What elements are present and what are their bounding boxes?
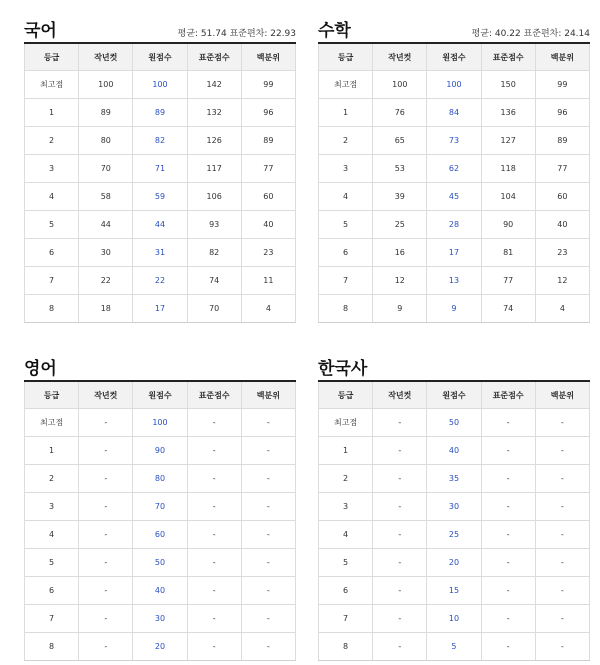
- grade-cell: 최고점: [319, 71, 373, 99]
- last-year-cut-cell: -: [79, 409, 133, 437]
- last-year-cut-cell: -: [79, 633, 133, 661]
- grade-cell: 1: [25, 437, 79, 465]
- grade-cell: 4: [25, 521, 79, 549]
- percentile-cell: -: [241, 493, 295, 521]
- raw-score-cell: 62: [427, 155, 481, 183]
- grade-cell: 8: [319, 633, 373, 661]
- grade-cell: 6: [319, 239, 373, 267]
- standard-score-cell: 142: [187, 71, 241, 99]
- standard-score-cell: 106: [187, 183, 241, 211]
- percentile-cell: 4: [535, 295, 589, 323]
- percentile-cell: -: [535, 549, 589, 577]
- last-year-cut-cell: 18: [79, 295, 133, 323]
- percentile-cell: -: [241, 605, 295, 633]
- column-header-percentile: 백분위: [241, 43, 295, 71]
- column-header-raw-score: 원점수: [133, 381, 187, 409]
- subject-stats: 평균: 51.74 표준편차: 22.93: [177, 29, 296, 39]
- last-year-cut-cell: 44: [79, 211, 133, 239]
- table-row: [319, 127, 590, 155]
- standard-score-cell: -: [481, 549, 535, 577]
- table-row: [25, 239, 296, 267]
- standard-score-cell: 150: [481, 71, 535, 99]
- percentile-cell: -: [241, 465, 295, 493]
- standard-score-cell: -: [481, 577, 535, 605]
- standard-score-cell: -: [187, 409, 241, 437]
- subject-title: 국어: [24, 21, 57, 41]
- column-header-last-year-cut: 작년컷: [373, 381, 427, 409]
- standard-score-cell: -: [187, 577, 241, 605]
- last-year-cut-cell: 58: [79, 183, 133, 211]
- panel-header: [24, 12, 296, 42]
- table-header-row: [319, 43, 590, 71]
- raw-score-cell: 30: [427, 493, 481, 521]
- grade-cut-table: [318, 42, 590, 323]
- raw-score-cell: 80: [133, 465, 187, 493]
- last-year-cut-cell: -: [79, 521, 133, 549]
- percentile-cell: -: [535, 577, 589, 605]
- panel-header: [24, 350, 296, 380]
- standard-score-cell: -: [481, 493, 535, 521]
- column-header-grade: 등급: [319, 43, 373, 71]
- table-row: [319, 493, 590, 521]
- grade-cell: 3: [25, 493, 79, 521]
- table-row: [25, 211, 296, 239]
- last-year-cut-cell: 16: [373, 239, 427, 267]
- grade-cut-table: [24, 380, 296, 661]
- last-year-cut-cell: -: [373, 493, 427, 521]
- last-year-cut-cell: 76: [373, 99, 427, 127]
- percentile-cell: 40: [241, 211, 295, 239]
- last-year-cut-cell: -: [373, 409, 427, 437]
- raw-score-cell: 17: [133, 295, 187, 323]
- raw-score-cell: 17: [427, 239, 481, 267]
- percentile-cell: 60: [241, 183, 295, 211]
- last-year-cut-cell: -: [373, 465, 427, 493]
- grade-cell: 4: [319, 183, 373, 211]
- subject-title: 수학: [318, 21, 351, 41]
- table-row: [25, 633, 296, 661]
- raw-score-cell: 22: [133, 267, 187, 295]
- table-row: [319, 239, 590, 267]
- raw-score-cell: 10: [427, 605, 481, 633]
- grade-cell: 7: [25, 605, 79, 633]
- column-header-raw-score: 원점수: [427, 43, 481, 71]
- raw-score-cell: 45: [427, 183, 481, 211]
- standard-score-cell: 136: [481, 99, 535, 127]
- raw-score-cell: 30: [133, 605, 187, 633]
- percentile-cell: 89: [535, 127, 589, 155]
- grade-cell: 6: [25, 239, 79, 267]
- table-row: [319, 99, 590, 127]
- standard-score-cell: 126: [187, 127, 241, 155]
- last-year-cut-cell: -: [79, 577, 133, 605]
- raw-score-cell: 100: [133, 71, 187, 99]
- raw-score-cell: 5: [427, 633, 481, 661]
- percentile-cell: -: [535, 437, 589, 465]
- percentile-cell: -: [241, 549, 295, 577]
- last-year-cut-cell: 80: [79, 127, 133, 155]
- table-row: [25, 71, 296, 99]
- percentile-cell: -: [535, 605, 589, 633]
- grade-cell: 7: [319, 605, 373, 633]
- raw-score-cell: 13: [427, 267, 481, 295]
- percentile-cell: 23: [535, 239, 589, 267]
- subject-stats: 평균: 40.22 표준편차: 24.14: [471, 29, 590, 39]
- grade-cell: 6: [319, 577, 373, 605]
- grade-cell: 4: [319, 521, 373, 549]
- raw-score-cell: 100: [427, 71, 481, 99]
- grade-cell: 5: [319, 549, 373, 577]
- percentile-cell: -: [535, 521, 589, 549]
- column-header-standard-score: 표준점수: [187, 381, 241, 409]
- grade-cell: 1: [319, 99, 373, 127]
- panel-header: [318, 350, 590, 380]
- last-year-cut-cell: 65: [373, 127, 427, 155]
- column-header-standard-score: 표준점수: [187, 43, 241, 71]
- column-header-raw-score: 원점수: [427, 381, 481, 409]
- standard-score-cell: -: [481, 605, 535, 633]
- score-panel: [24, 350, 296, 661]
- last-year-cut-cell: -: [79, 605, 133, 633]
- grade-cell: 5: [319, 211, 373, 239]
- last-year-cut-cell: 22: [79, 267, 133, 295]
- raw-score-cell: 31: [133, 239, 187, 267]
- table-row: [25, 127, 296, 155]
- percentile-cell: 99: [535, 71, 589, 99]
- standard-score-cell: -: [187, 633, 241, 661]
- percentile-cell: -: [241, 409, 295, 437]
- grade-cell: 2: [25, 465, 79, 493]
- column-header-last-year-cut: 작년컷: [79, 43, 133, 71]
- last-year-cut-cell: -: [373, 549, 427, 577]
- last-year-cut-cell: -: [373, 605, 427, 633]
- standard-score-cell: -: [481, 465, 535, 493]
- percentile-cell: -: [535, 465, 589, 493]
- table-row: [25, 549, 296, 577]
- last-year-cut-cell: 39: [373, 183, 427, 211]
- table-row: [319, 267, 590, 295]
- table-row: [25, 183, 296, 211]
- table-row: [319, 409, 590, 437]
- table-row: [319, 577, 590, 605]
- grade-cell: 2: [25, 127, 79, 155]
- grade-cut-table: [318, 380, 590, 661]
- raw-score-cell: 90: [133, 437, 187, 465]
- raw-score-cell: 20: [133, 633, 187, 661]
- percentile-cell: -: [241, 521, 295, 549]
- raw-score-cell: 35: [427, 465, 481, 493]
- standard-score-cell: -: [187, 549, 241, 577]
- column-header-last-year-cut: 작년컷: [79, 381, 133, 409]
- grade-cell: 최고점: [25, 71, 79, 99]
- table-row: [319, 437, 590, 465]
- percentile-cell: 96: [241, 99, 295, 127]
- standard-score-cell: 70: [187, 295, 241, 323]
- raw-score-cell: 50: [133, 549, 187, 577]
- grade-cell: 3: [319, 493, 373, 521]
- raw-score-cell: 40: [133, 577, 187, 605]
- standard-score-cell: 90: [481, 211, 535, 239]
- grade-cell: 5: [25, 549, 79, 577]
- standard-score-cell: -: [187, 465, 241, 493]
- table-row: [25, 493, 296, 521]
- table-row: [319, 295, 590, 323]
- standard-score-cell: 74: [187, 267, 241, 295]
- standard-score-cell: 104: [481, 183, 535, 211]
- column-header-last-year-cut: 작년컷: [373, 43, 427, 71]
- subject-title: 한국사: [318, 359, 368, 379]
- standard-score-cell: -: [481, 521, 535, 549]
- standard-score-cell: 127: [481, 127, 535, 155]
- percentile-cell: -: [241, 633, 295, 661]
- grade-cut-table: [24, 42, 296, 323]
- raw-score-cell: 44: [133, 211, 187, 239]
- table-row: [319, 71, 590, 99]
- raw-score-cell: 100: [133, 409, 187, 437]
- table-row: [319, 183, 590, 211]
- percentile-cell: -: [241, 437, 295, 465]
- last-year-cut-cell: -: [373, 521, 427, 549]
- grade-cell: 2: [319, 127, 373, 155]
- column-header-raw-score: 원점수: [133, 43, 187, 71]
- percentile-cell: 99: [241, 71, 295, 99]
- table-row: [25, 295, 296, 323]
- percentile-cell: 89: [241, 127, 295, 155]
- last-year-cut-cell: 89: [79, 99, 133, 127]
- last-year-cut-cell: 100: [79, 71, 133, 99]
- grade-cell: 8: [25, 295, 79, 323]
- percentile-cell: 4: [241, 295, 295, 323]
- standard-score-cell: -: [481, 633, 535, 661]
- grade-cell: 7: [25, 267, 79, 295]
- percentile-cell: 23: [241, 239, 295, 267]
- last-year-cut-cell: -: [79, 493, 133, 521]
- raw-score-cell: 71: [133, 155, 187, 183]
- table-row: [319, 465, 590, 493]
- table-row: [25, 99, 296, 127]
- raw-score-cell: 25: [427, 521, 481, 549]
- standard-score-cell: 93: [187, 211, 241, 239]
- score-panel: [24, 12, 296, 323]
- percentile-cell: -: [241, 577, 295, 605]
- percentile-cell: 77: [241, 155, 295, 183]
- raw-score-cell: 73: [427, 127, 481, 155]
- subject-title: 영어: [24, 359, 57, 379]
- standard-score-cell: 117: [187, 155, 241, 183]
- panel-header: [318, 12, 590, 42]
- table-header-row: [25, 43, 296, 71]
- table-row: [25, 437, 296, 465]
- grade-cell: 1: [319, 437, 373, 465]
- column-header-grade: 등급: [25, 43, 79, 71]
- table-row: [319, 605, 590, 633]
- percentile-cell: -: [535, 493, 589, 521]
- grade-cell: 3: [25, 155, 79, 183]
- percentile-cell: 11: [241, 267, 295, 295]
- last-year-cut-cell: 30: [79, 239, 133, 267]
- raw-score-cell: 89: [133, 99, 187, 127]
- standard-score-cell: -: [187, 493, 241, 521]
- table-row: [25, 267, 296, 295]
- table-header-row: [319, 381, 590, 409]
- raw-score-cell: 84: [427, 99, 481, 127]
- raw-score-cell: 50: [427, 409, 481, 437]
- percentile-cell: -: [535, 633, 589, 661]
- column-header-percentile: 백분위: [535, 43, 589, 71]
- percentile-cell: 77: [535, 155, 589, 183]
- percentile-cell: 60: [535, 183, 589, 211]
- table-row: [319, 211, 590, 239]
- grade-cell: 최고점: [319, 409, 373, 437]
- raw-score-cell: 20: [427, 549, 481, 577]
- last-year-cut-cell: 100: [373, 71, 427, 99]
- standard-score-cell: 82: [187, 239, 241, 267]
- raw-score-cell: 15: [427, 577, 481, 605]
- table-row: [25, 409, 296, 437]
- standard-score-cell: -: [187, 521, 241, 549]
- last-year-cut-cell: 9: [373, 295, 427, 323]
- standard-score-cell: 74: [481, 295, 535, 323]
- column-header-standard-score: 표준점수: [481, 381, 535, 409]
- raw-score-cell: 40: [427, 437, 481, 465]
- last-year-cut-cell: 12: [373, 267, 427, 295]
- last-year-cut-cell: -: [373, 633, 427, 661]
- last-year-cut-cell: -: [79, 549, 133, 577]
- last-year-cut-cell: -: [79, 465, 133, 493]
- last-year-cut-cell: 70: [79, 155, 133, 183]
- raw-score-cell: 59: [133, 183, 187, 211]
- grade-cell: 7: [319, 267, 373, 295]
- grade-cell: 3: [319, 155, 373, 183]
- table-row: [25, 577, 296, 605]
- table-row: [25, 155, 296, 183]
- raw-score-cell: 28: [427, 211, 481, 239]
- last-year-cut-cell: -: [373, 577, 427, 605]
- percentile-cell: 96: [535, 99, 589, 127]
- grade-cell: 2: [319, 465, 373, 493]
- standard-score-cell: 118: [481, 155, 535, 183]
- table-row: [319, 633, 590, 661]
- standard-score-cell: -: [481, 409, 535, 437]
- standard-score-cell: -: [187, 437, 241, 465]
- table-header-row: [25, 381, 296, 409]
- percentile-cell: 40: [535, 211, 589, 239]
- percentile-cell: 12: [535, 267, 589, 295]
- standard-score-cell: -: [481, 437, 535, 465]
- standard-score-cell: -: [187, 605, 241, 633]
- column-header-grade: 등급: [319, 381, 373, 409]
- standard-score-cell: 77: [481, 267, 535, 295]
- last-year-cut-cell: -: [79, 437, 133, 465]
- raw-score-cell: 9: [427, 295, 481, 323]
- percentile-cell: -: [535, 409, 589, 437]
- last-year-cut-cell: 25: [373, 211, 427, 239]
- grade-cell: 8: [25, 633, 79, 661]
- table-row: [319, 521, 590, 549]
- raw-score-cell: 82: [133, 127, 187, 155]
- last-year-cut-cell: -: [373, 437, 427, 465]
- raw-score-cell: 70: [133, 493, 187, 521]
- column-header-percentile: 백분위: [535, 381, 589, 409]
- score-panel: [318, 350, 590, 661]
- standard-score-cell: 132: [187, 99, 241, 127]
- table-row: [319, 155, 590, 183]
- table-row: [25, 521, 296, 549]
- last-year-cut-cell: 53: [373, 155, 427, 183]
- table-row: [25, 605, 296, 633]
- grade-cell: 최고점: [25, 409, 79, 437]
- column-header-standard-score: 표준점수: [481, 43, 535, 71]
- score-panel: [318, 12, 590, 323]
- table-row: [25, 465, 296, 493]
- table-row: [319, 549, 590, 577]
- raw-score-cell: 60: [133, 521, 187, 549]
- column-header-percentile: 백분위: [241, 381, 295, 409]
- grade-cell: 6: [25, 577, 79, 605]
- column-header-grade: 등급: [25, 381, 79, 409]
- grade-cell: 8: [319, 295, 373, 323]
- grade-cell: 1: [25, 99, 79, 127]
- grade-cell: 4: [25, 183, 79, 211]
- standard-score-cell: 81: [481, 239, 535, 267]
- grade-cell: 5: [25, 211, 79, 239]
